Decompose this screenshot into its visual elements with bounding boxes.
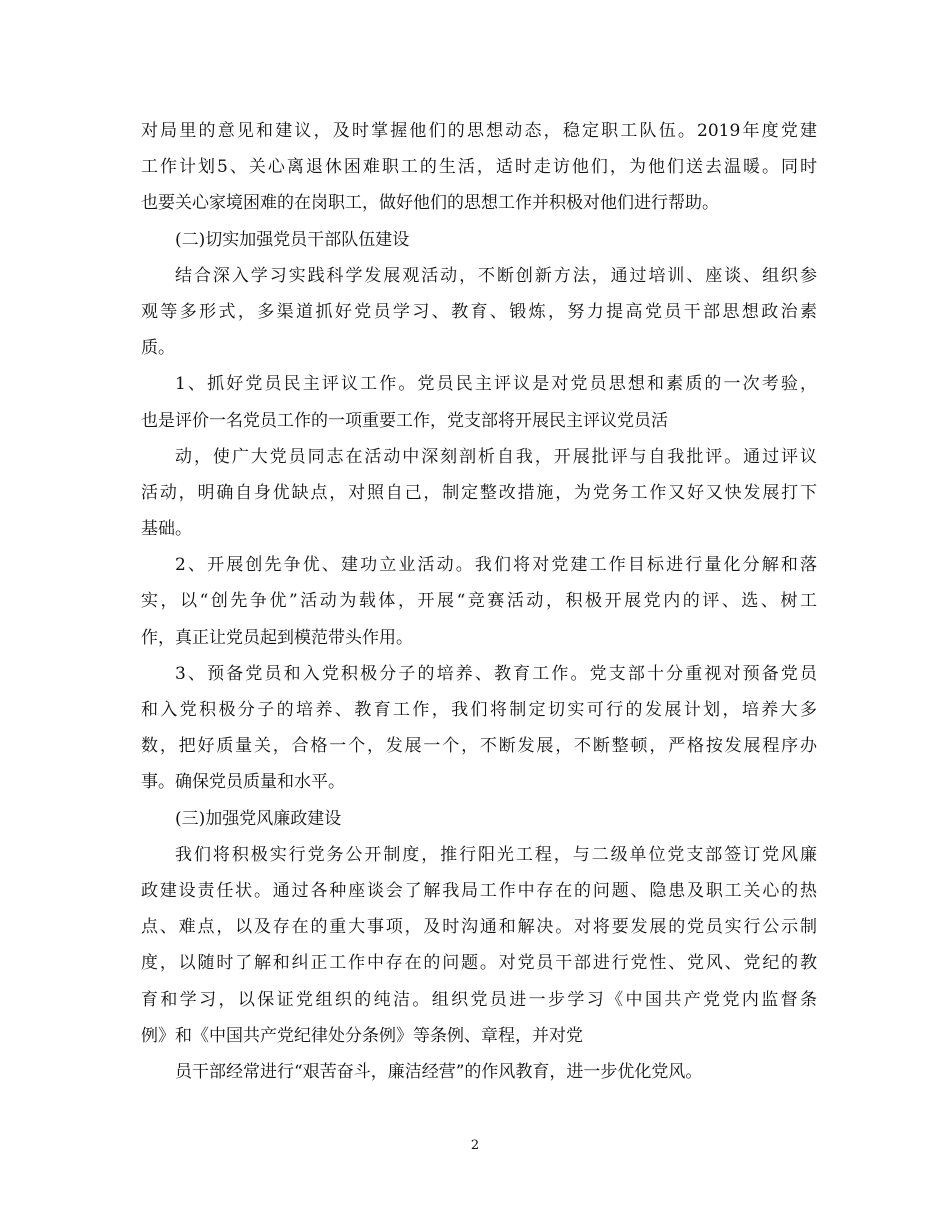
page-number: 2	[470, 1138, 480, 1153]
text-line: 作，真正让党员起到模范带头作用。	[141, 627, 413, 648]
text-line: 结合深入学习实践科学发展观活动，不断创新方法，通过培训、座谈、组织参	[175, 265, 817, 286]
section-heading: (三)加强党风廉政建设	[175, 808, 342, 829]
text-line: 点、难点，以及存在的重大事项，及时沟通和解决。对将要发展的党员实行公示制	[141, 917, 817, 938]
text-line: 质。	[141, 338, 175, 359]
text-line: 度，以随时了解和纠正工作中存在的问题。对党员干部进行党性、党风、党纪的教	[141, 953, 817, 974]
text-line: 政建设责任状。通过各种座谈会了解我局工作中存在的问题、隐患及职工关心的热	[141, 880, 817, 901]
text-line: 对局里的意见和建议，及时掌握他们的思想动态，稳定职工队伍。2019年度党建	[141, 121, 817, 141]
text-line: 例》和《中国共产党纪律处分条例》等条例、章程，并对党	[141, 1025, 583, 1046]
text-line: 活动，明确自身优缺点，对照自己，制定整改措施，为党务工作又好又快发展打下	[141, 482, 817, 503]
text-line: 1、抓好党员民主评议工作。党员民主评议是对党员思想和素质的一次考验，	[175, 374, 817, 395]
text-line: 工作计划5、关心离退休困难职工的生活，适时走访他们，为他们送去温暖。同时	[141, 157, 817, 178]
document-body	[141, 113, 817, 1090]
text-line: 数，把好质量关，合格一个，发展一个，不断发展，不断整顿，严格按发展程序办	[141, 736, 817, 757]
text-line: 3、预备党员和入党积极分子的培养、教育工作。党支部十分重视对预备党员	[175, 663, 817, 684]
text-line: 也是评价一名党员工作的一项重要工作，党支部将开展民主评议党员活	[141, 410, 668, 431]
text-line: 员干部经常进行“艰苦奋斗，廉洁经营”的作风教育，进一步优化党风。	[175, 1061, 703, 1082]
text-line: 育和学习，以保证党组织的纯洁。组织党员进一步学习《中国共产党党内监督条	[141, 989, 817, 1010]
text-line: 和入党积极分子的培养、教育工作，我们将制定切实可行的发展计划，培养大多	[141, 700, 817, 720]
text-line: 2、开展创先争优、建功立业活动。我们将对党建工作目标进行量化分解和落	[175, 555, 817, 576]
text-line: 基础。	[141, 519, 192, 540]
text-line: 也要关心家境困难的在岗职工，做好他们的思想工作并积极对他们进行帮助。	[141, 193, 719, 214]
text-line: 事。确保党员质量和水平。	[141, 772, 345, 793]
section-heading: (二)切实加强党员干部队伍建设	[175, 229, 410, 250]
text-line: 动，使广大党员同志在活动中深刻剖析自我，开展批评与自我批评。通过评议	[175, 446, 817, 467]
text-line: 我们将积极实行党务公开制度，推行阳光工程，与二级单位党支部签订党风廉	[175, 844, 817, 865]
text-line: 实，以“创先争优”活动为载体，开展“竞赛活动，积极开展党内的评、选、树工	[141, 591, 817, 612]
text-line: 观等多形式，多渠道抓好党员学习、教育、锻炼，努力提高党员干部思想政治素	[141, 301, 817, 322]
